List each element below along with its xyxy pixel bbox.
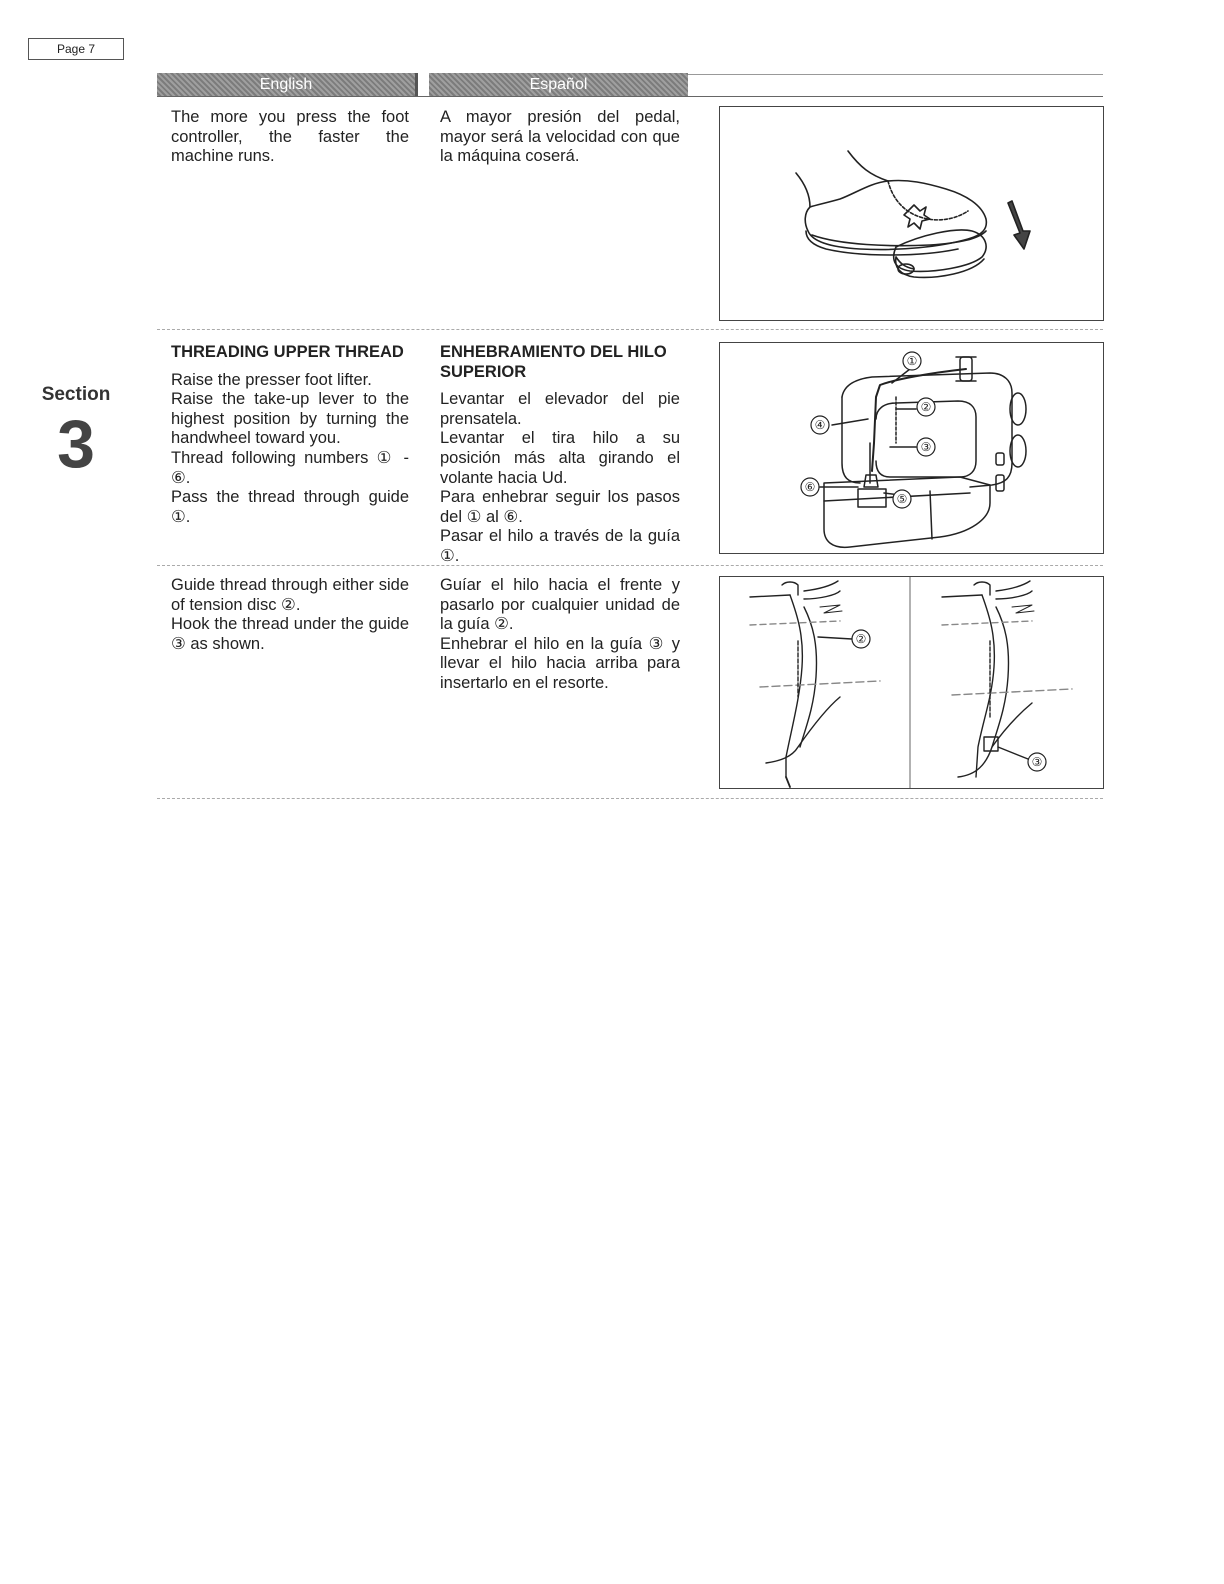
- section-heading: THREADING UPPER THREAD: [171, 343, 404, 361]
- spanish-header-label: Español: [529, 76, 588, 93]
- tension-disc-drawing: [720, 577, 1103, 788]
- foot-controller-illustration: [719, 106, 1104, 321]
- row-divider: [157, 565, 1103, 566]
- row2-spanish-text: [440, 343, 680, 567]
- row3-english-text: [171, 576, 409, 654]
- callout-3: ③: [1031, 755, 1043, 769]
- header-divider: [415, 73, 429, 97]
- tension-disc-guide-diagrams: [719, 576, 1104, 789]
- paragraph: Para enhebrar seguir los pasos del ① al ⑥.: [440, 488, 680, 526]
- section-label: Section: [41, 384, 111, 405]
- row1-spanish-text: [440, 108, 680, 167]
- paragraph: Pasar el hilo a través de la guía ①.: [440, 527, 680, 565]
- page-number-label: Page 7: [28, 38, 124, 60]
- foot-controller-drawing: [720, 107, 1103, 320]
- callout-4: ④: [814, 418, 826, 432]
- row3-spanish-text: [440, 576, 680, 694]
- callout-3: ③: [920, 440, 932, 454]
- english-column-header: [157, 73, 415, 97]
- paragraph: Guide thread through either side of tension disc ②.: [171, 576, 409, 614]
- paragraph: Raise the presser foot lifter.: [171, 370, 372, 389]
- paragraph: Pass the thread through guide ①.: [171, 488, 409, 526]
- row1-english-text: [171, 108, 409, 167]
- section-number: 3: [57, 406, 95, 482]
- paragraph: Thread following numbers ① - ⑥.: [171, 448, 409, 487]
- section-heading: ENHEBRAMIENTO DEL HILO SUPERIOR: [440, 343, 667, 381]
- paragraph: Levantar el tira hilo a su posición más alta girando el volante hacia Ud.: [440, 429, 680, 487]
- spanish-column-header: [429, 73, 688, 97]
- callout-2: ②: [855, 632, 867, 646]
- header-bottom-rule: [157, 96, 1103, 97]
- paragraph: Guíar el hilo hacia el frente y pasarlo por cualquier unidad de la guía ②.: [440, 576, 680, 634]
- paragraph: Raise the take-up lever to the highest position by turning the handwheel toward you.: [171, 390, 409, 448]
- sewing-machine-threading-diagram: [719, 342, 1104, 554]
- paragraph: The more you press the foot controller, the faster the machine runs.: [171, 108, 409, 166]
- english-header-label: English: [259, 76, 313, 93]
- paragraph: Levantar el elevador del pie prensatela.: [440, 390, 680, 428]
- paragraph: A mayor presión del pedal, mayor será la velocidad con que la máquina coserá.: [440, 108, 680, 166]
- callout-1: ①: [906, 354, 918, 368]
- sewing-machine-drawing: [720, 343, 1103, 553]
- callout-2: ②: [920, 400, 932, 414]
- paragraph: Enhebrar el hilo en la guía ③ y llevar el hilo hacia arriba para insertarlo en el resorte.: [440, 634, 680, 692]
- row-divider: [157, 329, 1103, 330]
- row2-english-text: [171, 343, 409, 527]
- header-rule: [688, 74, 1103, 75]
- callout-5: ⑤: [896, 492, 908, 506]
- row-divider: [157, 798, 1103, 799]
- paragraph: Hook the thread under the guide ③ as shown.: [171, 615, 409, 653]
- callout-6: ⑥: [804, 480, 816, 494]
